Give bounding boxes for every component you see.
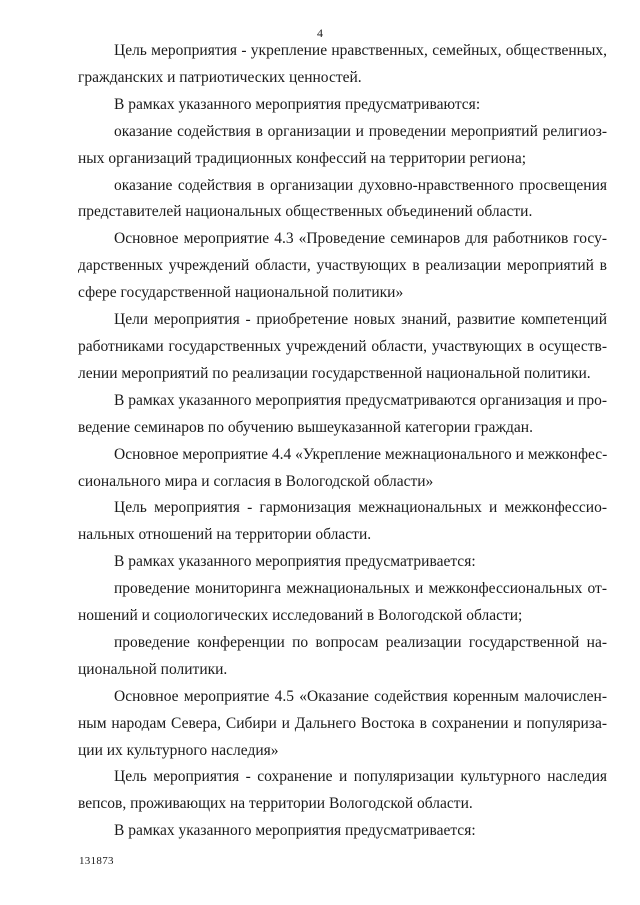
- document-code: 131873: [79, 855, 114, 867]
- text-line: работниками государственных учреждений области, участвующих в осуществ-: [78, 337, 607, 355]
- text-line: В рамках указанного мероприятия предусматриваются организация и про-: [114, 391, 607, 409]
- text-line: Основное мероприятие 4.3 «Проведение семинаров для работников госу-: [114, 230, 607, 248]
- text-line: вепсов, проживающих на территории Вологодской области.: [78, 795, 473, 813]
- text-line: ношений и социологических исследований в Вологодской области;: [78, 607, 523, 625]
- text-line: представителей национальных общественных объединений области.: [78, 203, 533, 221]
- text-line: Цель мероприятия - сохранение и популяризации культурного наследия: [114, 768, 607, 786]
- text-line: сионального мира и согласия в Вологодской области»: [78, 472, 434, 490]
- text-line: ным народам Севера, Сибири и Дальнего Востока в сохранении и популяриза-: [78, 714, 607, 732]
- text-line: В рамках указанного мероприятия предусматриваются:: [114, 95, 481, 113]
- text-line: Цель мероприятия - укрепление нравственных, семейных, общественных,: [114, 42, 607, 59]
- text-line: нальных отношений на территории области.: [78, 526, 372, 544]
- page-number: 4: [317, 26, 323, 40]
- text-line: ции их культурного наследия»: [78, 741, 279, 759]
- text-line: Цели мероприятия - приобретение новых знаний, развитие компетенций: [114, 311, 607, 329]
- text-line: гражданских и патриотических ценностей.: [78, 68, 362, 86]
- text-line: проведение конференции по вопросам реализации государственной на-: [114, 633, 607, 651]
- text-line: оказание содействия в организации духовно-нравственного просвещения: [114, 176, 607, 194]
- text-line: В рамках указанного мероприятия предусматривается:: [114, 822, 476, 840]
- text-line: проведение мониторинга межнациональных и межконфессиональных от-: [114, 580, 607, 598]
- text-line: лении мероприятий по реализации государственной национальной политики.: [78, 364, 591, 382]
- text-line: циональной политики.: [78, 660, 228, 678]
- text-line: Основное мероприятие 4.5 «Оказание содействия коренным малочислен-: [114, 687, 607, 705]
- text-line: В рамках указанного мероприятия предусматривается:: [114, 553, 476, 571]
- text-line: Основное мероприятие 4.4 «Укрепление межнационального и межконфес-: [114, 445, 608, 463]
- text-line: дарственных учреждений области, участвующих в реализации мероприятий в: [78, 257, 607, 275]
- text-line: Цель мероприятия - гармонизация межнациональных и межконфессио-: [114, 499, 607, 517]
- text-line: оказание содействия в организации и проведении мероприятий религиоз-: [114, 122, 607, 140]
- text-line: сфере государственной национальной политики»: [78, 284, 404, 302]
- document-body: [78, 38, 607, 845]
- text-line: ных организаций традиционных конфессий на территории региона;: [78, 149, 527, 167]
- text-line: ведение семинаров по обучению вышеуказанной категории граждан.: [78, 418, 533, 436]
